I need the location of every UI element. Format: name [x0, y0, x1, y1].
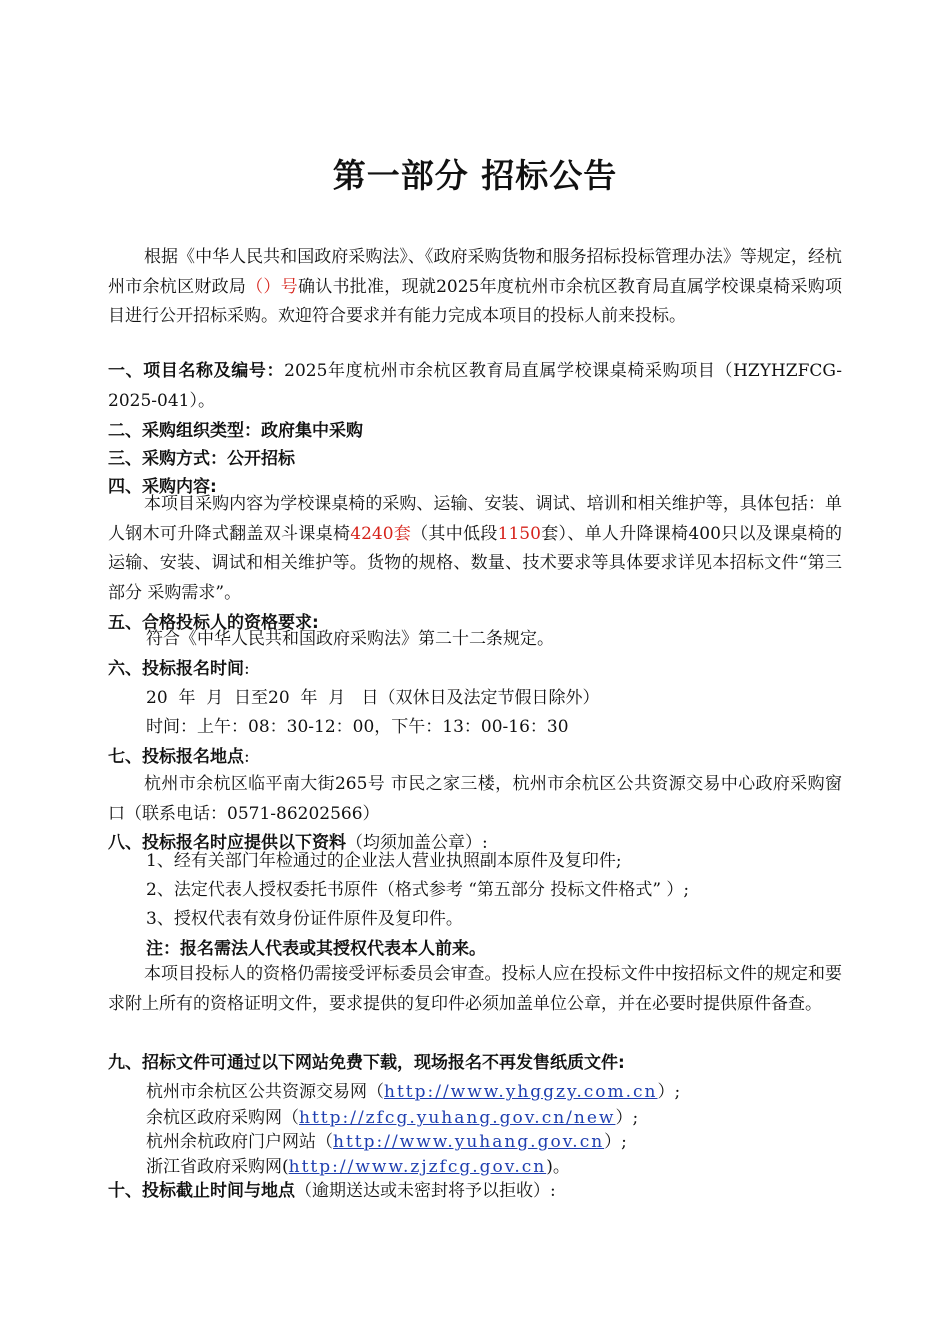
section-6-colon: : [244, 659, 250, 679]
download-site-4 [146, 1154, 842, 1180]
site-3-name: 杭州余杭政府门户网站（ [146, 1132, 333, 1152]
download-site-3 [146, 1129, 842, 1155]
registration-hours: 时间：上午：08：30-12：00，下午：13：00-16：30 [146, 717, 569, 737]
section-8-heading: 八、投标报名时应提供以下资料 [108, 833, 346, 853]
section-4-text-3: 套）、单人升降课椅400只以及课桌椅的运输、安装、调试和相关维护等。货物的规格、数量、技术要求等具体要求详见本招标文件“第三部分 采购需求”。 [108, 523, 843, 603]
section-10-heading: 十、投标截止时间与地点 [108, 1181, 295, 1201]
section-7-colon: : [244, 747, 250, 767]
site-2-link[interactable]: http://zfcg.yuhang.gov.cn/new [299, 1108, 616, 1128]
section-8-note: （均须加盖公章）: [346, 833, 488, 853]
registration-notice: 注：报名需法人代表或其授权代表本人前来。 [146, 939, 486, 959]
section-5-heading: 五、合格投标人的资格要求: [108, 613, 319, 633]
section-7-heading-line [108, 744, 842, 770]
section-4-text-1: 本项目采购内容为学校课桌椅的采购、运输、安装、调试、培训和相关维护等，具体包括：单人钢木可升降式翻盖双斗课桌椅 [108, 494, 842, 544]
section-9-heading: 九、招标文件可通过以下网站免费下载，现场报名不再发售纸质文件: [108, 1053, 625, 1073]
section-4-content [108, 490, 842, 608]
section-5-text: 符合《中华人民共和国政府采购法》第二十二条规定。 [146, 629, 554, 649]
registration-dates: 20 年 月 日至20 年 月 日（双休日及法定节假日除外） [146, 688, 600, 708]
document-item-2: 2、法定代表人授权委托书原件（格式参考 “第五部分 投标文件格式” ）; [146, 880, 690, 900]
site-3-end: ）; [604, 1132, 627, 1152]
section-4-text-2: （其中低段 [411, 523, 498, 544]
page-title: 第一部分 招标公告 [332, 156, 618, 195]
section-7-heading: 七、投标报名地点 [108, 747, 244, 767]
section-2-heading: 二、采购组织类型：政府集中采购 [108, 421, 363, 441]
section-4-heading: 四、采购内容: [108, 477, 217, 497]
site-2-end: ）; [615, 1108, 639, 1128]
intro-text-2: 确认书批准，现就2025年度杭州市余杭区教育局直属学校课桌椅采购项目进行公开招标采购。欢迎符合要求并有能力完成本项目的投标人前来投标。 [108, 276, 843, 326]
section-6-heading-line [108, 656, 842, 682]
low-grade-quantity: 1150 [497, 523, 541, 544]
site-1-name: 杭州市余杭区公共资源交易网（ [146, 1082, 384, 1102]
section-1-heading: 一、项目名称及编号： [108, 361, 285, 381]
section-1-text: 2025年度杭州市余杭区教育局直属学校课桌椅采购项目（HZYHZFCG-2025-041）。 [108, 361, 843, 411]
site-4-name: 浙江省政府采购网( [146, 1157, 289, 1177]
site-1-link[interactable]: http://www.yhggzy.com.cn [384, 1082, 658, 1102]
desk-quantity: 4240套 [350, 523, 412, 544]
site-2-name: 余杭区政府采购网（ [146, 1108, 299, 1128]
site-3-link[interactable]: http://www.yuhang.gov.cn [333, 1132, 605, 1152]
approval-number-placeholder: （）号 [246, 276, 298, 297]
section-6-heading: 六、投标报名时间 [108, 659, 244, 679]
download-site-1 [146, 1079, 842, 1105]
section-10-suffix: （逾期送达或未密封将予以拒收）: [295, 1181, 556, 1201]
document-item-1: 1、经有关部门年检通过的企业法人营业执照副本原件及复印件; [146, 851, 622, 871]
section-3-heading: 三、采购方式：公开招标 [108, 449, 295, 469]
site-1-end: ）; [657, 1082, 681, 1102]
section-1 [108, 357, 842, 416]
site-4-end: )。 [546, 1157, 570, 1177]
document-item-3: 3、授权代表有效身份证件原件及复印件。 [146, 909, 463, 929]
download-site-2 [146, 1105, 842, 1131]
qualification-review-paragraph: 本项目投标人的资格仍需接受评标委员会审查。投标人应在投标文件中按招标文件的规定和要求附上所有的资格证明文件，要求提供的复印件必须加盖单位公章，并在必要时提供原件备查。 [108, 964, 842, 1014]
intro-paragraph [108, 243, 842, 332]
site-4-link[interactable]: http://www.zjzfcg.gov.cn [288, 1157, 547, 1177]
intro-text-1: 根据《中华人民共和国政府采购法》、《政府采购货物和服务招标投标管理办法》等规定，经杭州市余杭区财政局 [108, 247, 842, 297]
registration-address: 杭州市余杭区临平南大街265号 市民之家三楼，杭州市余杭区公共资源交易中心政府采购窗口（联系电话：0571-86202566） [108, 774, 842, 824]
section-10-heading-line [108, 1178, 842, 1204]
